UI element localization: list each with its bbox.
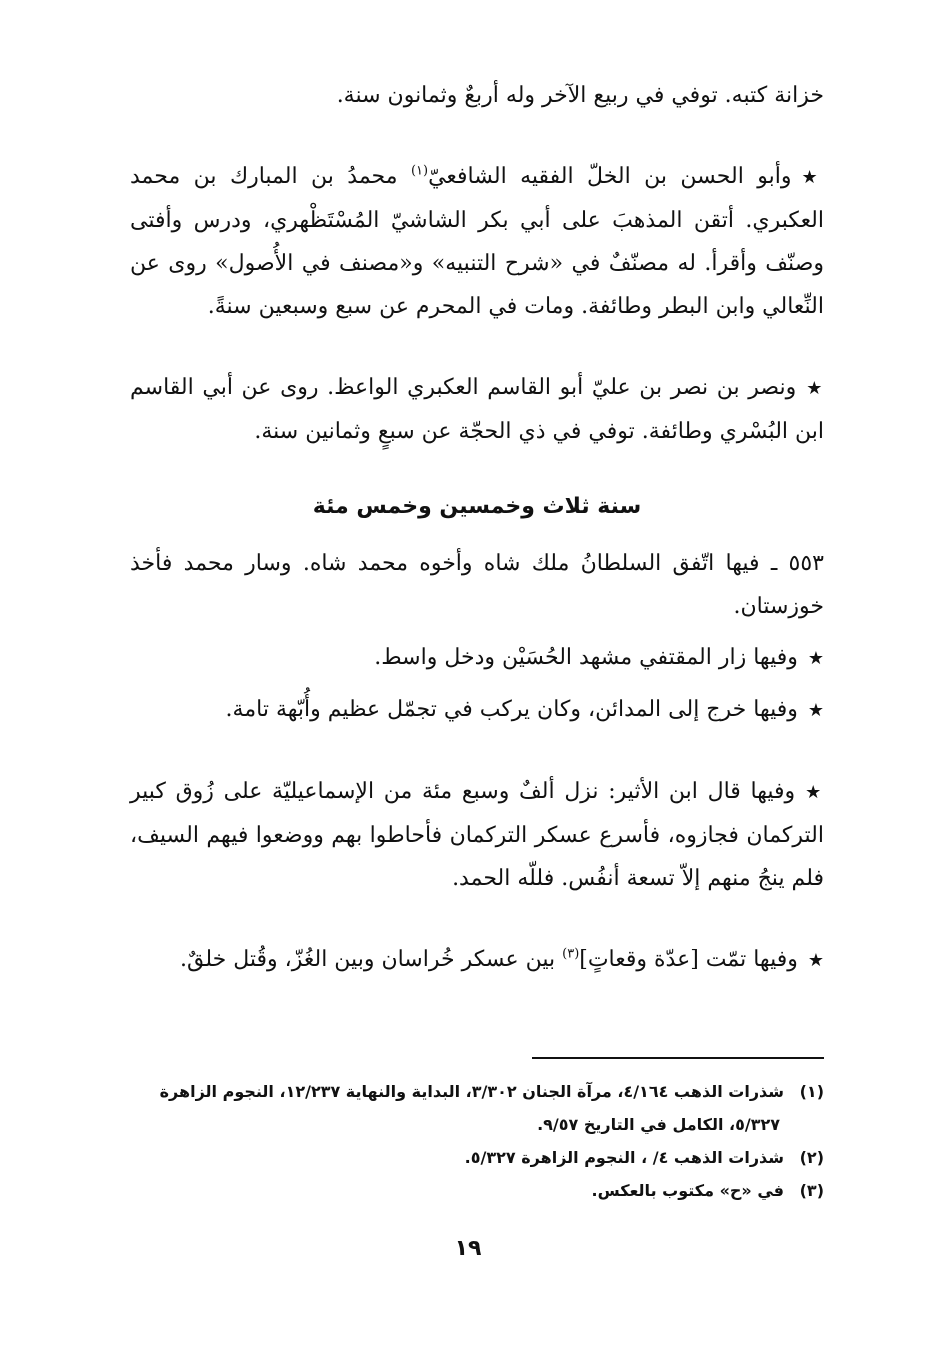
main-text [130,74,824,982]
paragraph-nasr [130,366,824,453]
paragraph-text: وفيها قال ابن الأثير: نزل ألفٌ وسبع مئة من الإسماعيليّة على زُوق كبير التركمان فجازوه، فأسرع عسكر التركمان فأحاطوا بهم ووضعوا فيهم السيف، فلم ينجُ منهم إلاّ تسعة أنفُس. فللّه الحمد. [130,779,824,891]
paragraph-text: وفيها تمّت [عدّة وقعاتٍ] [579,947,798,972]
page-number: ١٩ [454,1236,482,1261]
star-icon: ★ [807,700,824,721]
paragraph-text: ٥٥٣ ـ فيها اتّفق السلطانُ ملك شاه وأخوه محمد شاه. وسار محمد فأخذ خوزستان. [130,551,824,619]
paragraph-553 [130,542,824,628]
paragraph-madain [130,688,824,732]
footnote-marker-3[interactable]: (٣) [562,946,580,962]
footnote-marker-1[interactable]: (١) [410,163,429,179]
footnote-text: في «ح» مكتوب بالعكس. [591,1181,784,1200]
footnote-number: (٣) [799,1181,824,1200]
footnote-2 [130,1141,824,1174]
paragraph-visit [130,636,824,680]
star-icon: ★ [807,950,824,971]
star-icon: ★ [807,648,824,669]
footnotes [130,1075,824,1207]
section-heading: سنة ثلاث وخمسين وخمس مئة [312,494,642,519]
star-icon: ★ [806,378,824,399]
paragraph-text: خزانة كتبه. توفي في ربيع الآخر وله أربعٌ وثمانون سنة. [336,83,824,108]
footnote-text: شذرات الذهب ٤/ ، النجوم الزاهرة ٥/٣٢٧. [464,1148,784,1167]
footnote-divider [532,1057,824,1059]
paragraph-text: وفيها خرج إلى المدائن، وكان يركب في تجمّل عظيم وأُبّهة تامة. [225,697,798,722]
paragraph-text: بين عسكر خُراسان وبين الغُزّ، وقُتل خلقٌ. [180,947,563,972]
paragraph-text: ونصر بن نصر بن عليّ أبو القاسم العكبري الواعظ. روى عن أبي القاسم ابن البُسْري وطائفة. توفي في ذي الحجّة عن سبعٍ وثمانين سنة. [130,375,824,444]
paragraph-ibn-al-athir [130,770,824,900]
paragraph-text: وفيها زار المقتفي مشهد الحُسَيْن ودخل واسط. [374,645,798,670]
footnote-number: (٢) [799,1148,824,1167]
paragraph-text: وأبو الحسن بن الخلّ الفقيه الشافعيّ [428,164,792,189]
footnote-1 [130,1075,824,1108]
footnote-text: شذرات الذهب ٤/١٦٤، مرآة الجنان ٣/٣٠٢، البداية والنهاية ١٢/٢٣٧، النجوم الزاهرة [159,1082,784,1101]
footnote-1-continued: ٥/٣٢٧، الكامل في التاريخ ٩/٥٧. [537,1115,780,1134]
paragraph-ibn-al-khall [130,155,824,328]
paragraph-battles [130,938,824,982]
footnote-3 [130,1174,824,1207]
footnote-number: (١) [799,1082,824,1101]
paragraph-text: محمدُ بن المبارك بن محمد العكبري. أتقن المذهبَ على أبي بكر الشاشيّ المُسْتَظْهري، ودرس وأفتى وصنّف وأقرأ. له مصنّفٌ في «شرح التنبيه» و«مصنف في الأُصول» روى عن النِّعالي وابن البطر وطائفة. ومات في المحرم عن سبع وسبعين سنةً. [130,164,824,319]
star-icon: ★ [801,167,825,188]
paragraph-continuation [130,74,824,117]
star-icon: ★ [805,782,825,803]
